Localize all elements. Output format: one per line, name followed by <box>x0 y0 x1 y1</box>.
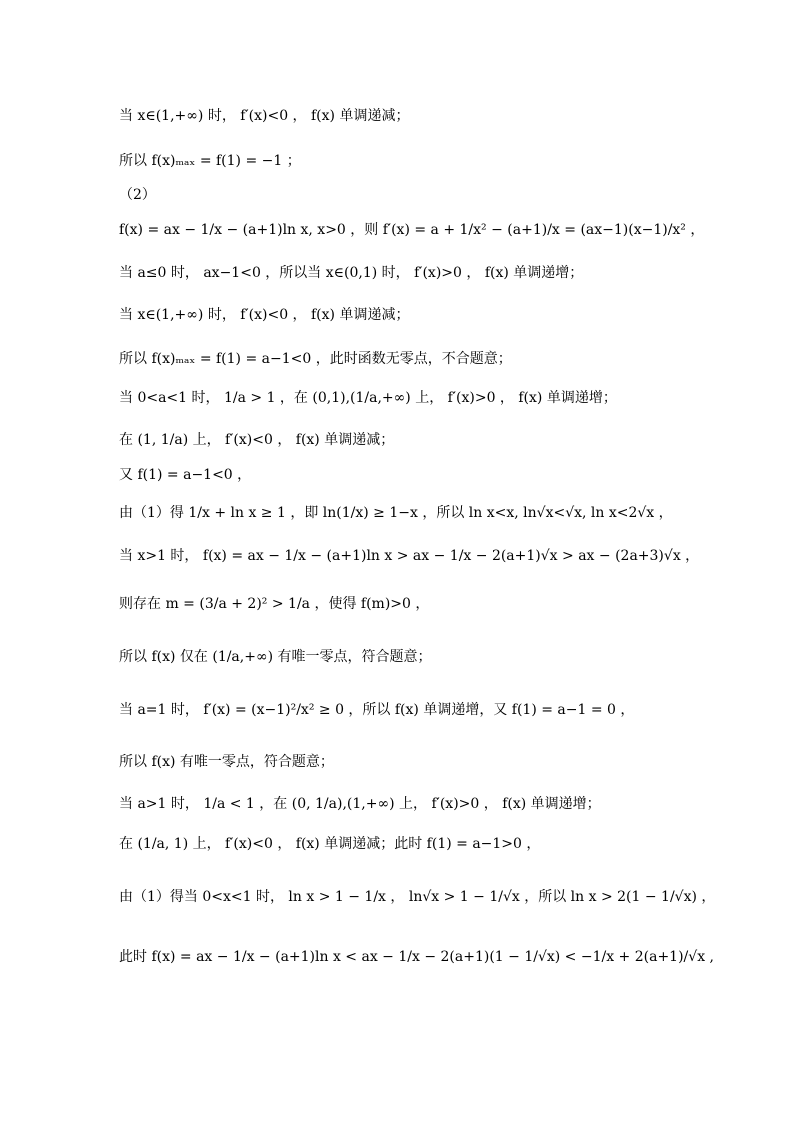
text-line: 在 (1/a, 1) 上， f′(x)<0 ， f(x) 单调递减；此时 f(1) = a−1>0 ， <box>119 836 541 852</box>
text-line: 则存在 m = (3/a + 2)² > 1/a ，使得 f(m)>0 ， <box>119 596 430 612</box>
text-line: 当 x∈(1,+∞) 时， f′(x)<0 ， f(x) 单调递减； <box>119 307 410 323</box>
text-line: （2） <box>119 187 156 203</box>
text-line: 由（1）得当 0<x<1 时， ln x > 1 − 1/x ， ln√x > 1 − 1/√x ，所以 ln x > 2(1 − 1/√x) ， <box>119 889 716 905</box>
text-line: 当 x>1 时， f(x) = ax − 1/x − (a+1)ln x > ax − 1/x − 2(a+1)√x > ax − (2a+3)√x ， <box>119 548 700 564</box>
text-line: 在 (1, 1/a) 上， f′(x)<0 ， f(x) 单调递减； <box>119 432 395 448</box>
text-line: 当 x∈(1,+∞) 时， f′(x)<0 ， f(x) 单调递减； <box>119 108 410 124</box>
text-line: 当 a=1 时， f′(x) = (x−1)²/x² ≥ 0 ，所以 f(x) 单调递增，又 f(1) = a−1 = 0 ， <box>119 702 635 718</box>
text-line: 当 a>1 时， 1/a < 1 ，在 (0, 1/a),(1,+∞) 上， f′(x)>0 ， f(x) 单调递增； <box>119 796 601 812</box>
text-line: f(x) = ax − 1/x − (a+1)ln x, x>0 ，则 f′(x) = a + 1/x² − (a+1)/x = (ax−1)(x−1)/x² ， <box>119 222 705 238</box>
text-line: 当 0<a<1 时， 1/a > 1 ，在 (0,1),(1/a,+∞) 上， f′(x)>0 ， f(x) 单调递增； <box>119 390 617 406</box>
text-line: 所以 f(x)ₘₐₓ = f(1) = a−1<0 ，此时函数无零点，不合题意； <box>119 351 512 367</box>
text-line: 此时 f(x) = ax − 1/x − (a+1)ln x < ax − 1/x − 2(a+1)(1 − 1/√x) < −1/x + 2(a+1)/√x , <box>119 949 714 965</box>
text-line: 当 a≤0 时， ax−1<0 ，所以当 x∈(0,1) 时， f′(x)>0 ， f(x) 单调递增； <box>119 265 584 281</box>
text-line: 又 f(1) = a−1<0 ， <box>119 467 252 483</box>
text-line: 所以 f(x) 仅在 (1/a,+∞) 有唯一零点，符合题意； <box>119 649 432 665</box>
text-line: 所以 f(x) 有唯一零点，符合题意； <box>119 754 334 770</box>
text-line: 所以 f(x)ₘₐₓ = f(1) = −1 ； <box>119 153 301 169</box>
text-line: 由（1）得 1/x + ln x ≥ 1 ，即 ln(1/x) ≥ 1−x ，所以 ln x<x, ln√x<√x, ln x<2√x ， <box>119 505 673 521</box>
